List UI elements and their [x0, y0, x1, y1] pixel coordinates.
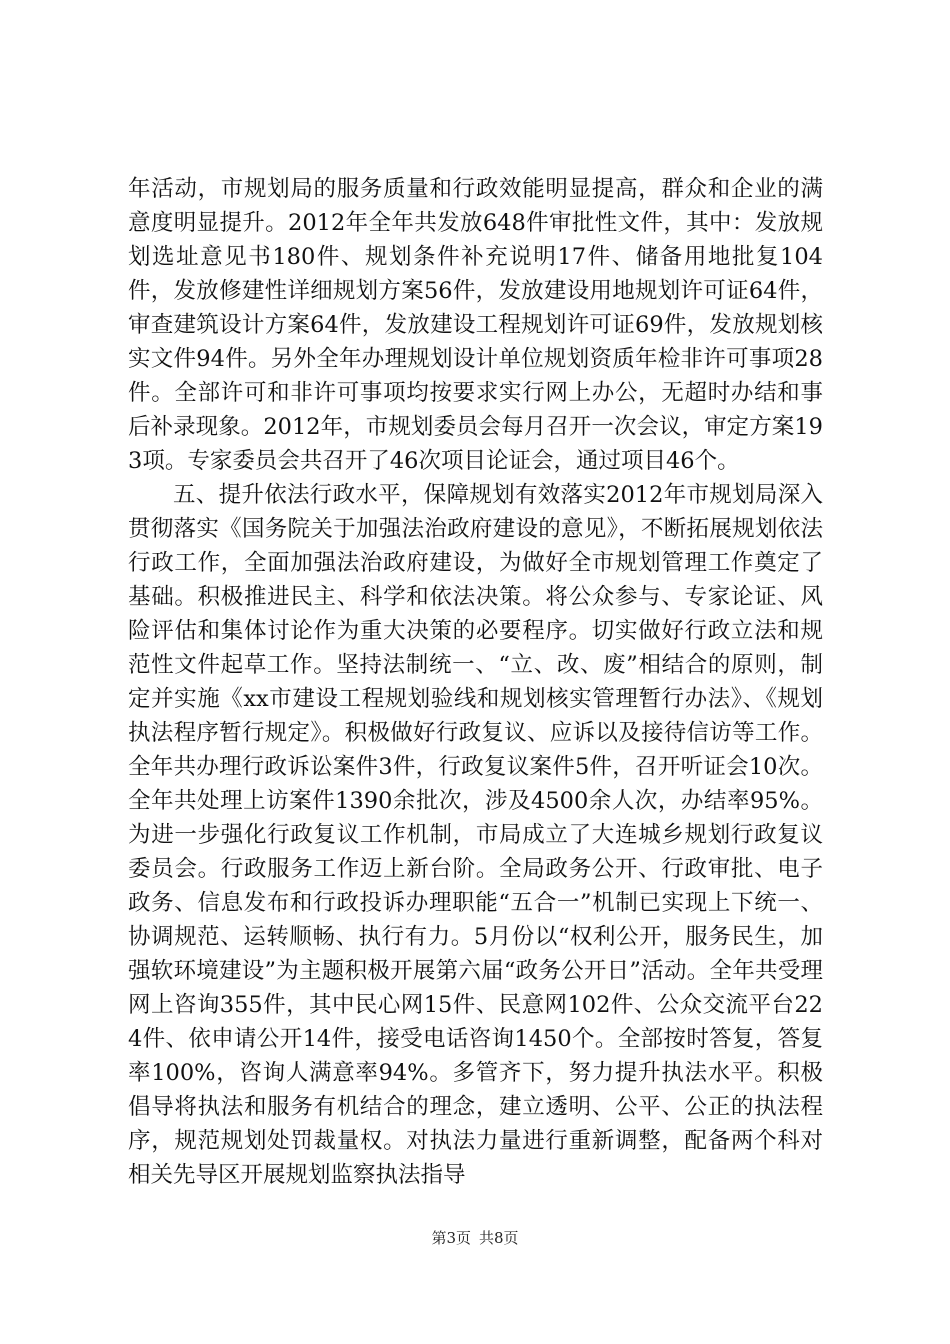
document-body	[128, 172, 823, 1192]
paragraph-1: 年活动，市规划局的服务质量和行政效能明显提高，群众和企业的满意度明显提升。2012年全年共发放648件审批性文件，其中：发放规划选址意见书180件、规划条件补充说明17件、储备用地批复104件，发放修建性详细规划方案56件，发放建设用地规划许可证64件，审查建筑设计方案64件，发放建设工程规划许可证69件，发放规划核实文件94件。另外全年办理规划设计单位规划资质年检非许可事项28件。全部许可和非许可事项均按要求实行网上办公，无超时办结和事后补录现象。2012年，市规划委员会每月召开一次会议，审定方案193项。专家委员会共召开了46次项目论证会，通过项目46个。	[128, 176, 823, 474]
page-number: 第3页	[431, 1229, 471, 1247]
page-total: 共8页	[479, 1229, 519, 1247]
page-footer	[0, 1227, 950, 1248]
paragraph-2: 五、提升依法行政水平，保障规划有效落实2012年市规划局深入贯彻落实《国务院关于加强法治政府建设的意见》，不断拓展规划依法行政工作，全面加强法治政府建设，为做好全市规划管理工作奠定了基础。积极推进民主、科学和依法决策。将公众参与、专家论证、风险评估和集体讨论作为重大决策的必要程序。切实做好行政立法和规范性文件起草工作。坚持法制统一、“立、改、废”相结合的原则，制定并实施《xx市建设工程规划验线和规划核实管理暂行办法》、《规划执法程序暂行规定》。积极做好行政复议、应诉以及接待信访等工作。全年共办理行政诉讼案件3件，行政复议案件5件，召开听证会10次。全年共处理上访案件1390余批次，涉及4500余人次，办结率95%。为进一步强化行政复议工作机制，市局成立了大连城乡规划行政复议委员会。行政服务工作迈上新台阶。全局政务公开、行政审批、电子政务、信息发布和行政投诉办理职能“五合一”机制已实现上下统一、协调规范、运转顺畅、执行有力。5月份以“权利公开，服务民生，加强软环境建设”为主题积极开展第六届“政务公开日”活动。全年共受理网上咨询355件，其中民心网15件、民意网102件、公众交流平台224件、依申请公开14件，接受电话咨询1450个。全部按时答复，答复率100%，咨询人满意率94%。多管齐下，努力提升执法水平。积极倡导将执法和服务有机结合的理念，建立透明、公平、公正的执法程序，规范规划处罚裁量权。对执法力量进行重新调整，配备两个科对相关先导区开展规划监察执法指导	[128, 482, 823, 1188]
